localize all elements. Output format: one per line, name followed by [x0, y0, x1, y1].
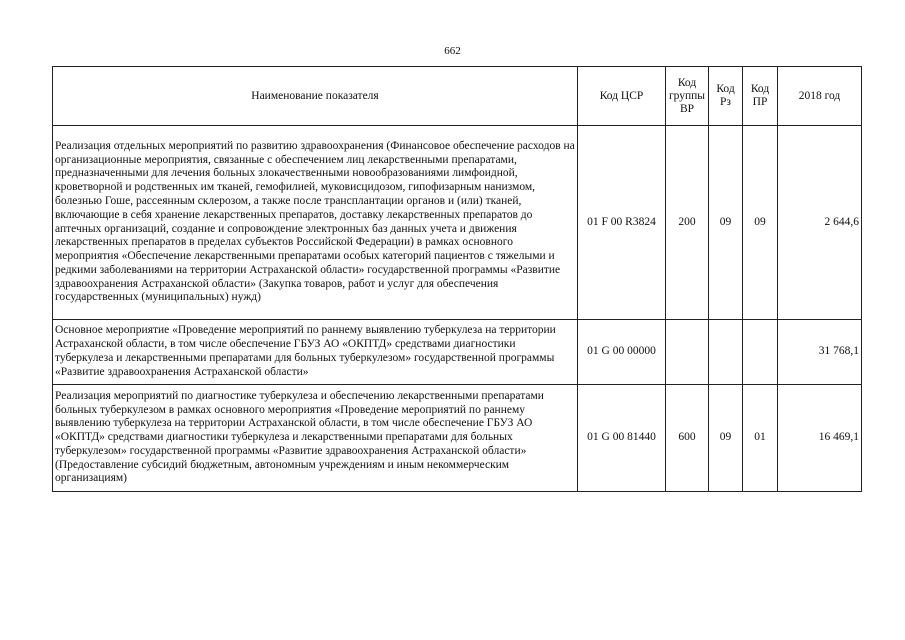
table-row: [53, 320, 862, 385]
row-name: Основное мероприятие «Проведение мероприятий по раннему выявлению туберкулеза на территории Астраханской области, в том числе обеспечение ГБУЗ АО «ОКПТД» средствами диагностики туберкулеза и лекарственными препаратами для больных туберкулезом» государственной программы «Развитие здравоохранения Астраханской области»: [53, 320, 578, 385]
row-pr-code: 01: [743, 385, 778, 492]
row-vr-code: [666, 320, 709, 385]
row-pr-code: 09: [743, 126, 778, 320]
header-year-2018: 2018 год: [778, 67, 862, 126]
row-rz-code: 09: [709, 126, 743, 320]
budget-table: [52, 66, 862, 492]
header-vr-code: Код группы ВР: [666, 67, 709, 126]
header-pr-code: Код ПР: [743, 67, 778, 126]
header-rz-code: Код Рз: [709, 67, 743, 126]
row-name: Реализация мероприятий по диагностике туберкулеза и обеспечению лекарственными препаратами больных туберкулезом в рамках основного мероприятия «Проведение мероприятий по раннему выявлению туберкулеза на территории Астраханской области, в том числе обеспечение ГБУЗ АО «ОКПТД» средствами диагностики туберкулеза и лекарственными препаратами для больных туберкулезом» государственной программы «Развитие здравоохранения Астраханской области» (Предоставление субсидий бюджетным, автономным учреждениям и иным некоммерческим организациям): [53, 385, 578, 492]
row-name: Реализация отдельных мероприятий по развитию здравоохранения (Финансовое обеспечение расходов на организационные мероприятия, связанные с обеспечением лиц лекарственными препаратами, предназначенными для лечения больных злокачественными новообразованиями лимфоидной, кроветворной и родственных им тканей, гемофилией, муковисцидозом, гипофизарным нанизмом, болезнью Гоше, рассеянным склерозом, а также после трансплантации органов и (или) тканей, включающие в себя хранение лекарственных препаратов, доставку лекарственных препаратов до аптечных организаций, создание и сопровождение электронных баз данных учета и движения лекарственных препаратов в пределах субъектов Российской Федерации) в рамках основного мероприятия «Обеспечение лекарственными препаратами особых категорий пациентов с тяжелыми и редкими заболеваниями на территории Астраханской области» государственной программы «Развитие здравоохранения Астраханской области» (Закупка товаров, работ и услуг для обеспечения государственных (муниципальных) нужд): [53, 126, 578, 320]
row-rz-code: [709, 320, 743, 385]
row-csr-code: 01 G 00 00000: [578, 320, 666, 385]
header-row: [53, 67, 862, 126]
row-pr-code: [743, 320, 778, 385]
table-row: [53, 385, 862, 492]
table-header: [53, 67, 862, 126]
row-rz-code: 09: [709, 385, 743, 492]
table-body: [53, 126, 862, 492]
row-csr-code: 01 G 00 81440: [578, 385, 666, 492]
row-amount: 16 469,1: [778, 385, 862, 492]
header-csr-code: Код ЦСР: [578, 67, 666, 126]
row-amount: 2 644,6: [778, 126, 862, 320]
row-amount: 31 768,1: [778, 320, 862, 385]
row-vr-code: 600: [666, 385, 709, 492]
header-name: Наименование показателя: [53, 67, 578, 126]
page-number: 662: [444, 45, 461, 57]
row-csr-code: 01 F 00 R3824: [578, 126, 666, 320]
table-row: [53, 126, 862, 320]
row-vr-code: 200: [666, 126, 709, 320]
